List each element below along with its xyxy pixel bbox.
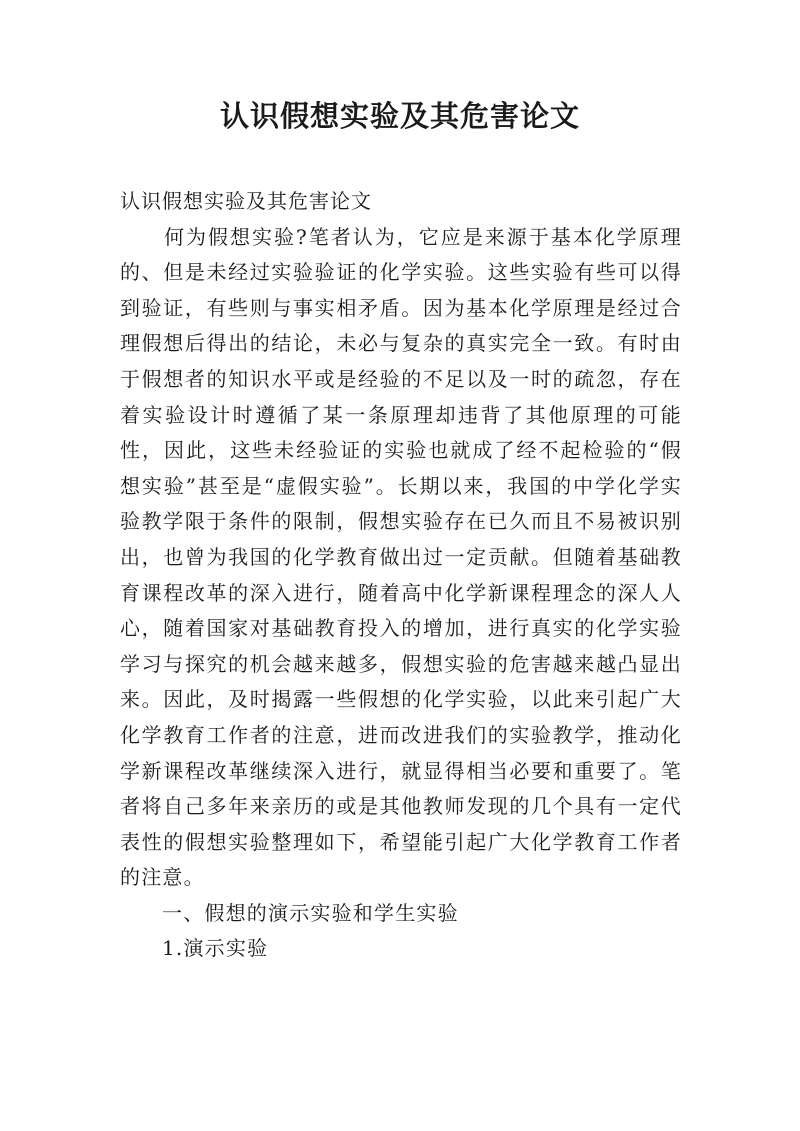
- document-title: 认识假想实验及其危害论文: [219, 99, 580, 133]
- subsection-heading: 1.演示实验: [162, 936, 269, 961]
- document-subtitle: 认识假想实验及其危害论文: [120, 189, 372, 213]
- section-heading: 一、假想的演示实验和学生实验: [162, 900, 459, 925]
- document-body: [120, 184, 682, 967]
- body-paragraph: 何为假想实验?笔者认为，它应是来源于基本化学原理的、但是未经过实验验证的化学实验。这些实验有些可以得到验证，有些则与事实相矛盾。因为基本化学原理是经过合理假想后得出的结论，未必与复杂的真实完全一致。有时由于假想者的知识水平或是经验的不足以及一时的疏忽，存在着实验设计时遵循了某一条原理却违背了其他原理的可能性，因此，这些未经验证的实验也就成了经不起检验的“假想实验”甚至是“虚假实验”。长期以来，我国的中学化学实验教学限于条件的限制，假想实验存在已久而且不易被识别出，也曾为我国的化学教育做出过一定贡献。但随着基础教育课程改革的深入进行，随着高中化学新课程理念的深人人心，随着国家对基础教育投入的增加，进行真实的化学实验学习与探究的机会越来越多，假想实验的危害越来越凸显出来。因此，及时揭露一些假想的化学实验，以此来引起广大化学教育工作者的注意，进而改进我们的实验教学，推动化学新课程改革继续深入进行，就显得相当必要和重要了。笔者将自己多年来亲历的或是其他教师发现的几个具有一定代表性的假想实验整理如下，希望能引起广大化学教育工作者的注意。: [120, 224, 682, 890]
